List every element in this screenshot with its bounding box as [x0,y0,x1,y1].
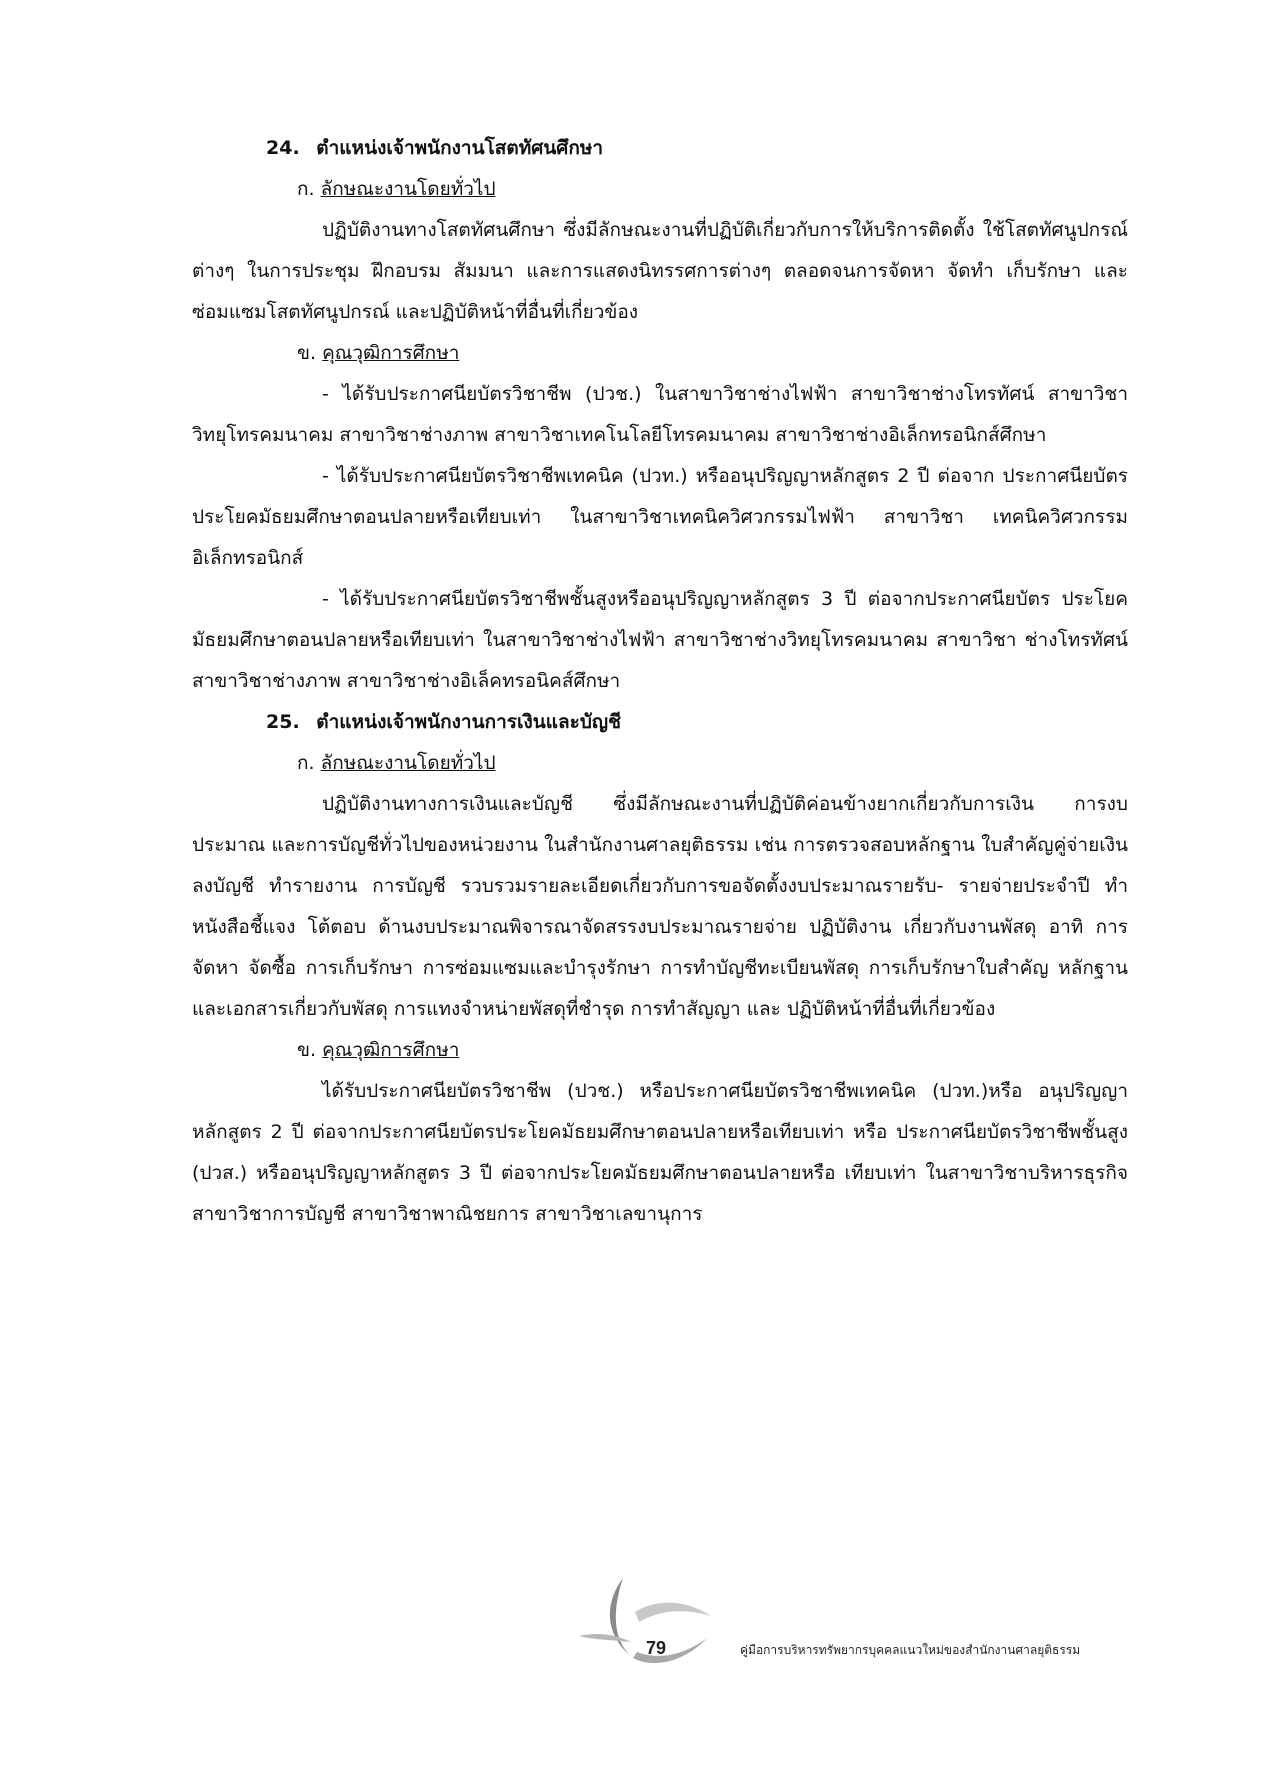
swirl-stroke-icon [633,1638,707,1663]
subhead-prefix: ข. [297,1039,317,1061]
subhead-prefix: ก. [297,178,315,200]
section-24-subhead-b [192,333,1128,374]
section-25-description: ปฏิบัติงานทางการเงินและบัญชี ซึ่งมีลักษณะงานที่ปฏิบัติค่อนข้างยากเกี่ยวกับการเงิน การงบประมาณ และการบัญชีทั่วไปของหน่วยงาน ในสำนักงานศาลยุติธรรม เช่น การตรวจสอบหลักฐาน ใบสำคัญคู่จ่ายเงิน ลงบัญชี ทำรายงาน การบัญชี รวบรวมรายละเอียดเกี่ยวกับการขอจัดตั้งงบประมาณรายรับ- รายจ่ายประจำปี ทำหนังสือชี้แจง โต้ตอบ ด้านงบประมาณพิจารณาจัดสรรงบประมาณรายจ่าย ปฏิบัติงาน เกี่ยวกับงานพัสดุ อาทิ การจัดหา จัดซื้อ การเก็บรักษา การซ่อมแซมและบำรุงรักษา การทำบัญชีทะเบียนพัสดุ การเก็บรักษาใบสำคัญ หลักฐานและเอกสารเกี่ยวกับพัสดุ การแทงจำหน่ายพัสดุที่ชำรุด การทำสัญญา และ ปฏิบัติหน้าที่อื่นที่เกี่ยวข้อง [192,793,1128,1020]
section-24-subhead-a [192,169,1128,210]
qualification-item: - ได้รับประกาศนียบัตรวิชาชีพชั้นสูงหรืออนุปริญญาหลักสูตร 3 ปี ต่อจากประกาศนียบัตร ประโยคมัธยมศึกษาตอนปลายหรือเทียบเท่า ในสาขาวิชาช่างไฟฟ้า สาขาวิชาช่างวิทยุโทรคมนาคม สาขาวิชา ช่างโทรทัศน์ สาขาวิชาช่างภาพ สาขาวิชาช่างอิเล็คทรอนิคส์ศึกษา [192,588,1128,692]
subhead-prefix: ข. [297,342,317,364]
swirl-stroke-icon [610,1578,633,1658]
section-title: ตำแหน่งเจ้าพนักงานการเงินและบัญชี [316,711,621,733]
subhead-label: คุณวุฒิการศึกษา [322,1039,460,1061]
swirl-stroke-icon [635,1603,711,1622]
subhead-label: ลักษณะงานโดยทั่วไป [320,752,496,774]
qualification-item: - ได้รับประกาศนียบัตรวิชาชีพ (ปวช.) ในสาขาวิชาช่างไฟฟ้า สาขาวิชาช่างโทรทัศน์ สาขาวิชา วิทยุโทรคมนาคม สาขาวิชาช่างภาพ สาขาวิชาเทคโนโลยีโทรคมนาคม สาขาวิชาช่างอิเล็กทรอนิกส์ศึกษา [192,383,1128,446]
section-title: ตำแหน่งเจ้าพนักงานโสตทัศนศึกษา [316,137,604,159]
section-25-subhead-a [192,743,1128,784]
subhead-prefix: ก. [297,752,315,774]
subhead-label: คุณวุฒิการศึกษา [322,342,460,364]
running-title: คู่มือการบริหารทรัพยากรบุคคลแนวใหม่ของสำนักงานศาลยุติธรรม [740,1643,1081,1657]
subhead-label: ลักษณะงานโดยทั่วไป [320,178,496,200]
section-25-heading [192,702,1128,743]
page-number: 79 [646,1638,667,1658]
page-content [192,128,1128,1235]
section-number: 24. [266,137,300,159]
section-24-heading [192,128,1128,169]
swirl-logo-icon [575,1572,715,1672]
section-24-description: ปฏิบัติงานทางโสตทัศนศึกษา ซึ่งมีลักษณะงานที่ปฏิบัติเกี่ยวกับการให้บริการติดตั้ง ใช้โสตทัศนูปกรณ์ต่างๆ ในการประชุม ฝึกอบรม สัมมนา และการแสดงนิทรรศการต่างๆ ตลอดจนการจัดหา จัดทำ เก็บรักษา และซ่อมแซมโสตทัศนูปกรณ์ และปฏิบัติหน้าที่อื่นที่เกี่ยวข้อง [192,219,1128,323]
section-number: 25. [266,711,300,733]
qualification-item: ได้รับประกาศนียบัตรวิชาชีพ (ปวช.) หรือประกาศนียบัตรวิชาชีพเทคนิค (ปวท.)หรือ อนุปริญญาหลักสูตร 2 ปี ต่อจากประกาศนียบัตรประโยคมัธยมศึกษาตอนปลายหรือเทียบเท่า หรือ ประกาศนียบัตรวิชาชีพชั้นสูง (ปวส.) หรืออนุปริญญาหลักสูตร 3 ปี ต่อจากประโยคมัธยมศึกษาตอนปลายหรือ เทียบเท่า ในสาขาวิชาบริหารธุรกิจ สาขาวิชาการบัญชี สาขาวิชาพาณิชยการ สาขาวิชาเลขานุการ [192,1080,1128,1225]
section-25-subhead-b [192,1030,1128,1071]
qualification-item: - ได้รับประกาศนียบัตรวิชาชีพเทคนิค (ปวท.) หรืออนุปริญญาหลักสูตร 2 ปี ต่อจาก ประกาศนียบัตรประโยคมัธยมศึกษาตอนปลายหรือเทียบเท่า ในสาขาวิชาเทคนิควิศวกรรมไฟฟ้า สาขาวิชา เทคนิควิศวกรรมอิเล็กทรอนิกส์ [192,465,1128,569]
swirl-stroke-icon [579,1634,631,1642]
